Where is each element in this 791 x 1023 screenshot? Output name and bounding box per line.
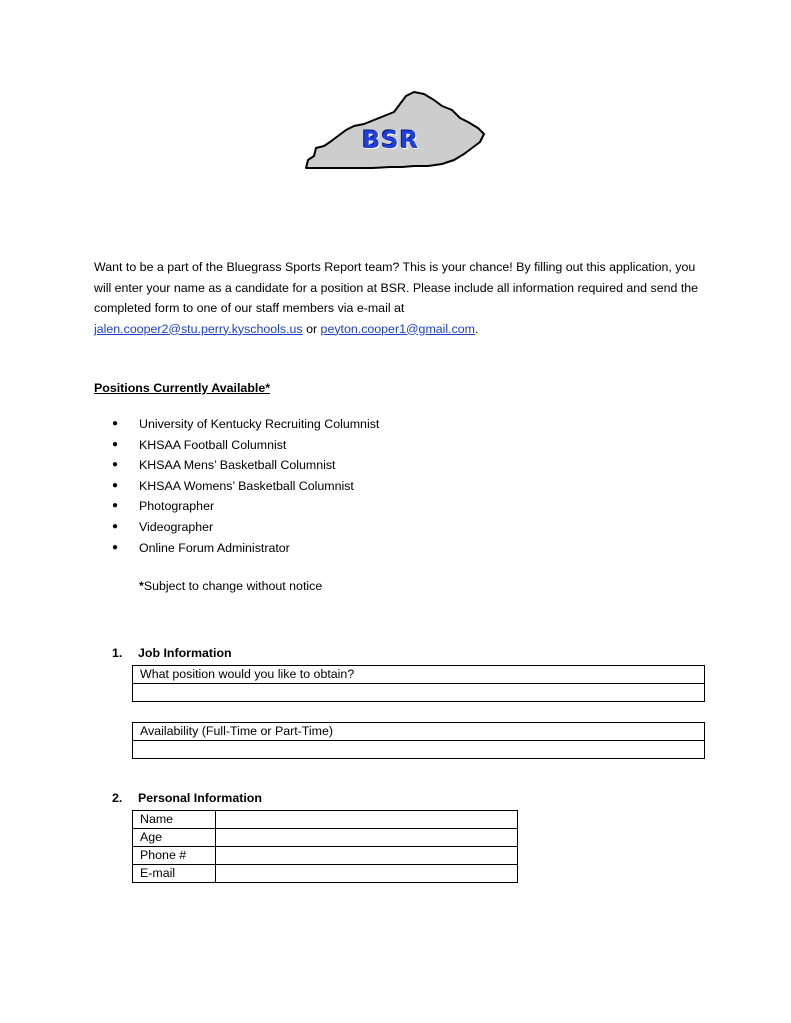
table-row [133, 829, 518, 847]
availability-input[interactable] [133, 741, 705, 759]
email-link-jalen[interactable]: jalen.cooper2@stu.perry.kyschools.us [94, 321, 303, 336]
name-label: Name [133, 811, 216, 829]
personal-info-heading: 2. Personal Information [112, 791, 262, 805]
positions-title: Positions Currently Available* [94, 381, 271, 395]
list-item: ● KHSAA Womens’ Basketball Columnist [112, 476, 379, 497]
bullet-icon: ● [112, 418, 119, 429]
bullet-icon: ● [112, 438, 119, 450]
bullet-icon: ● [112, 459, 119, 471]
or-text: or [302, 321, 321, 336]
bullet-icon: ● [112, 520, 119, 532]
phone-field[interactable] [216, 847, 518, 865]
email-label: E-mail [133, 865, 216, 883]
intro-paragraph [94, 257, 704, 339]
position-question: What position would you like to obtain? [133, 666, 705, 684]
job-info-heading: 1. Job Information [112, 646, 232, 660]
age-label: Age [133, 829, 216, 847]
table-row [133, 865, 518, 883]
table-row [133, 811, 518, 829]
email-link-peyton[interactable]: peyton.cooper1@gmail.com [320, 321, 476, 336]
intro-end: . [475, 321, 479, 336]
bullet-icon: ● [112, 541, 119, 553]
positions-note: *Subject to change without notice [139, 579, 323, 593]
list-item: ● KHSAA Football Columnist [112, 435, 379, 456]
phone-label: Phone # [133, 847, 216, 865]
list-item: ● Photographer [112, 496, 379, 517]
personal-info-table [132, 810, 518, 883]
availability-question: Availability (Full-Time or Part-Time) [133, 723, 705, 741]
position-input[interactable] [133, 684, 705, 702]
email-field[interactable] [216, 865, 518, 883]
table-row [133, 847, 518, 865]
availability-table [132, 722, 705, 759]
bullet-icon: ● [112, 500, 119, 512]
intro-text: Want to be a part of the Bluegrass Sports Report team? This is your chance! By filling out this application, you will enter your name as a candidate for a position at BSR. Please include all information required and send the completed form to one of our staff members via e-mail at [94, 260, 699, 315]
position-table [132, 665, 705, 702]
list-item: ● Videographer [112, 517, 379, 538]
list-item: ● Online Forum Administrator [112, 538, 379, 559]
list-item: ● University of Kentucky Recruiting Columnist [112, 414, 379, 435]
logo-text: BSR [362, 126, 420, 154]
bullet-icon: ● [112, 479, 119, 491]
age-field[interactable] [216, 829, 518, 847]
positions-list [112, 414, 379, 558]
name-field[interactable] [216, 811, 518, 829]
list-item: ● KHSAA Mens’ Basketball Columnist [112, 455, 379, 476]
